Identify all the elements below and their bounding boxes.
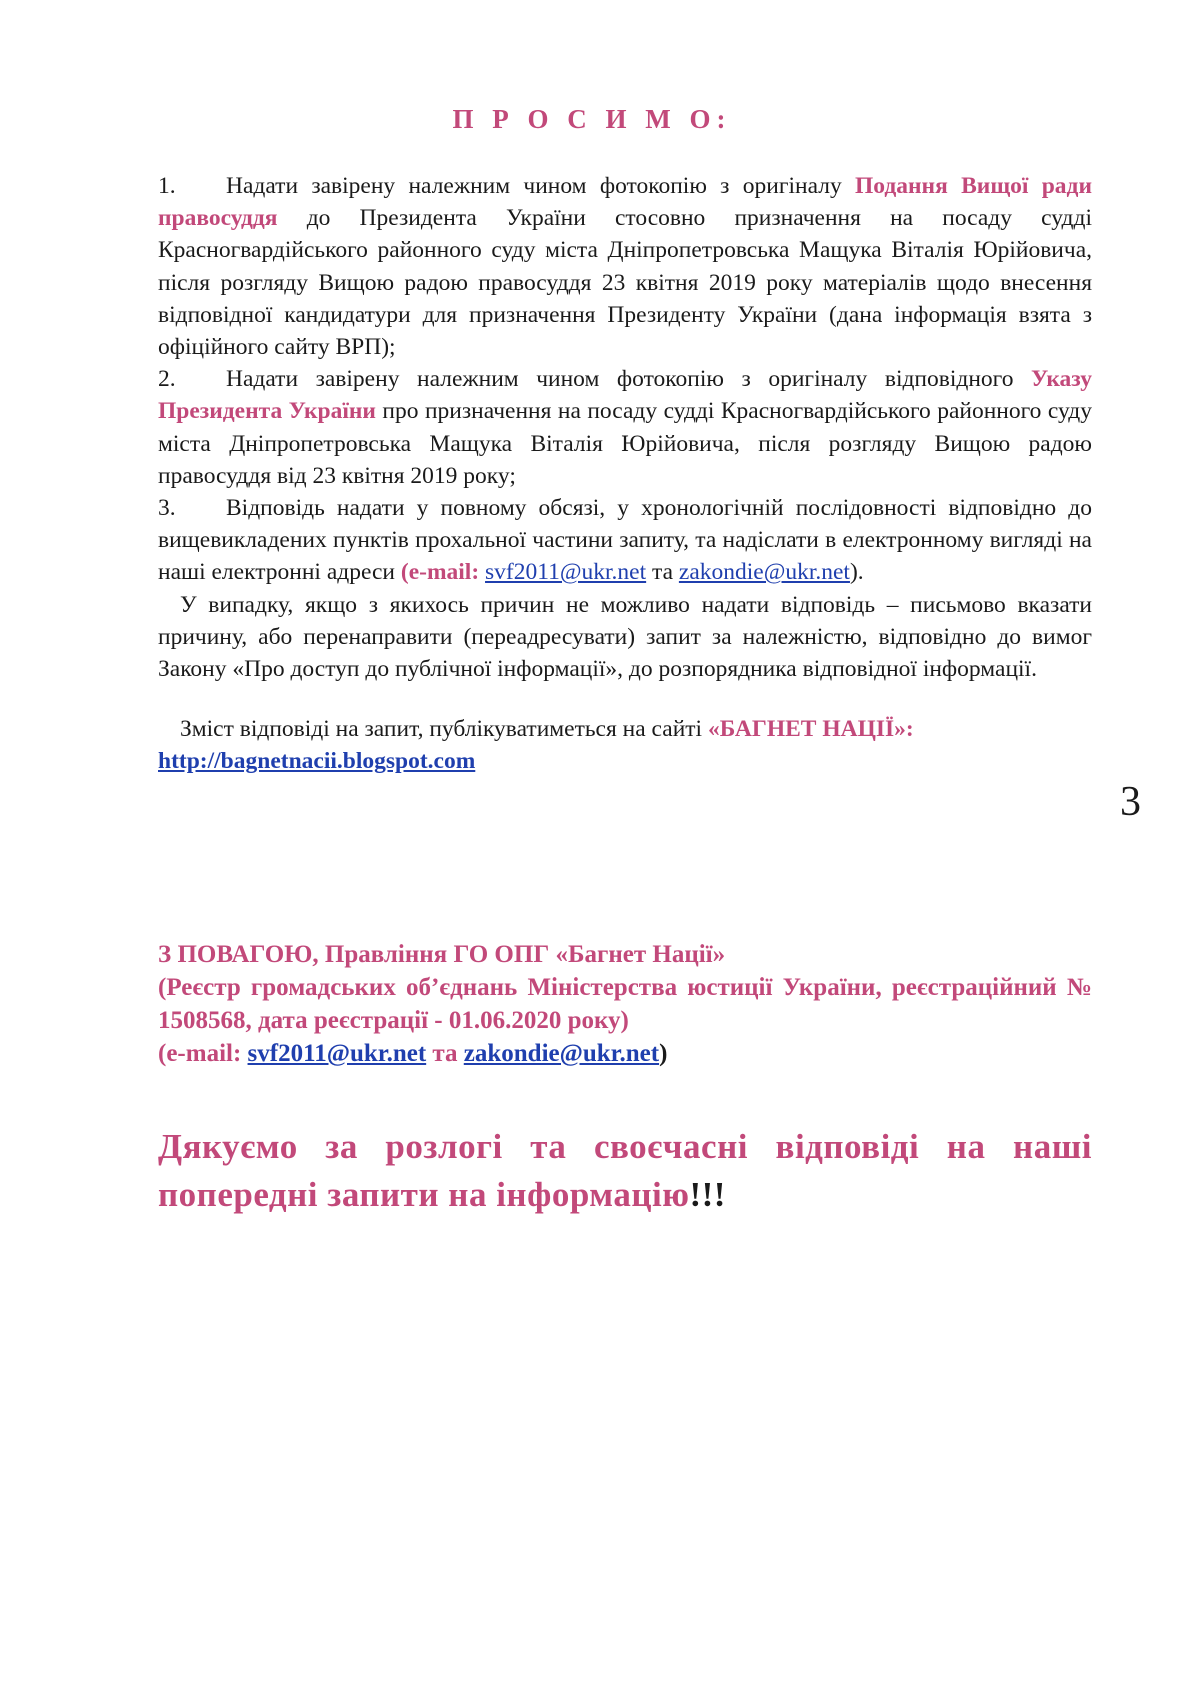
thanks-message [158, 1123, 1092, 1219]
page-number: 3 [1120, 779, 1141, 825]
thanks-exclaim: !!! [689, 1175, 726, 1214]
site-name: «БАГНЕТ НАЦІЇ»: [707, 716, 914, 743]
item-text: Надати завірену належним чином фотокопію з оригіналу [226, 173, 856, 199]
and-text: та [646, 559, 679, 586]
highlight-text: Указу Президента України [158, 366, 1092, 425]
request-item-3 [158, 492, 1092, 589]
site-paragraph [158, 713, 1092, 777]
paren-open: ( [400, 559, 409, 586]
close-text: ). [849, 559, 864, 586]
highlight-text: Подання Вищої ради правосуддя [158, 173, 1092, 232]
and-text: та [426, 1040, 464, 1067]
close-text: ) [659, 1040, 668, 1067]
item-text: до Президента України стосовно призначення на посаду судді Красногвардійського районного суду міста Дніпропетровська Мащука Віталія Юрійовича, після розгляду Вищою радою правосуддя 23 квітня 2019 року матеріалів щодо внесення відповідної кандидатури для призначення Президенту України (дана інформація взята з офіційного сайту ВРП); [158, 205, 1092, 361]
item-number: 2. [158, 366, 176, 393]
signature-emails [158, 1037, 1092, 1070]
site-url-link[interactable]: http://bagnetnacii.blogspot.com [158, 748, 476, 775]
site-text: Зміст відповіді на запит, публікуватиметься на сайті [180, 716, 708, 743]
item-text: Відповідь надати у повному обсязі, у хронологічній послідовності відповідно до вищевикладених пунктів прохальної частини запиту, та надіслати в електронному вигляді на наші електронні адреси [158, 495, 1092, 586]
item-number: 1. [158, 173, 176, 199]
signature-line-1: З ПОВАГОЮ, Правління ГО ОПГ «Багнет Нації» [158, 941, 726, 968]
signature-line-2: (Реєстр громадських об’єднань Міністерства юстиції України, реєстраційний № 1508568, дата реєстрації - 01.06.2020 року) [158, 974, 1092, 1034]
thanks-text: Дякуємо за розлогі та своєчасні відповіді на наші попередні запити на інформацію [158, 1127, 1092, 1214]
item-text: про призначення на посаду судді Красногвардійського районного суду міста Дніпропетровська Мащука Віталія Юрійовича, після розгляду Вищою радою правосуддя від 23 квітня 2019 року; [158, 398, 1092, 489]
email-link-zakondie[interactable]: zakondie@ukr.net [678, 559, 850, 586]
signature-block [158, 938, 1092, 1070]
item-number: 3. [158, 495, 176, 522]
item-text: Надати завірену належним чином фотокопію з оригіналу відповідного [226, 366, 1032, 393]
email-link-zakondie[interactable]: zakondie@ukr.net [463, 1040, 660, 1067]
request-body [158, 170, 1092, 778]
email-prefix: (e-mail: [158, 1040, 248, 1067]
email-link-svf2011[interactable]: svf2011@ukr.net [485, 559, 647, 586]
spacer [158, 685, 1092, 713]
page-title: П Р О С И М О: [452, 104, 732, 134]
request-item-1 [158, 170, 1092, 363]
email-label: e-mail: [408, 559, 480, 586]
case-paragraph: У випадку, якщо з якихось причин не можливо надати відповідь – письмово вказати причину, або перенаправити (переадресувати) запит за належністю, відповідно до вимог Закону «Про доступ до публічної інформації», до розпорядника відповідної інформації. [158, 591, 1092, 683]
request-item-2 [158, 363, 1092, 492]
email-link-svf2011[interactable]: svf2011@ukr.net [247, 1040, 427, 1067]
